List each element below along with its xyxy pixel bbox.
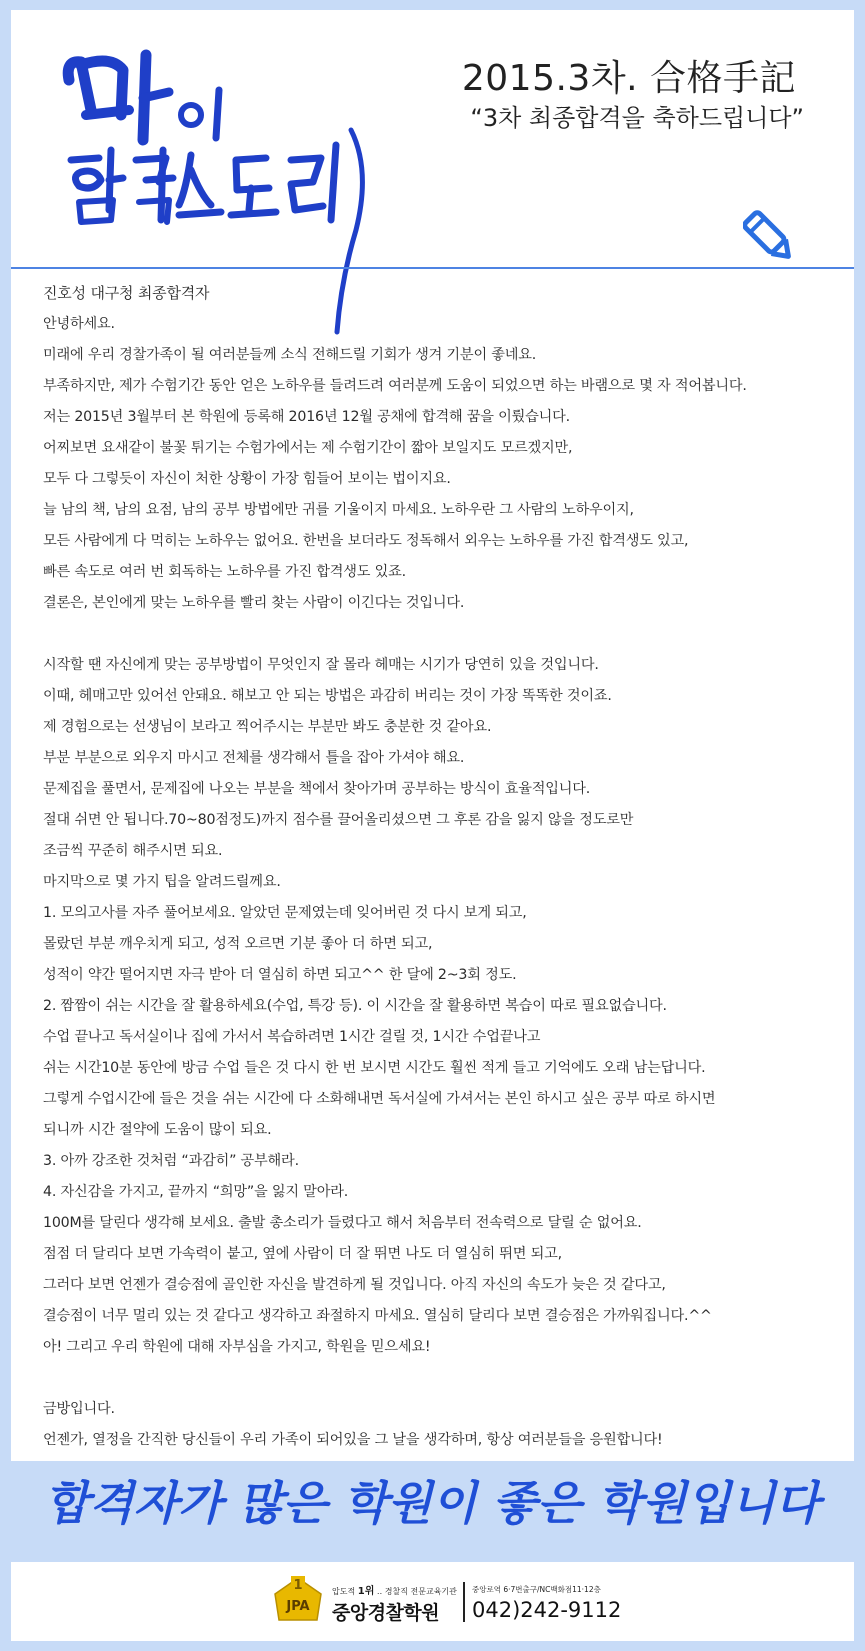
letter-line: 저는 2015년 3월부터 본 학원에 등록해 2016년 12월 공채에 합격해 꿈을 이뤘습니다. bbox=[43, 409, 570, 425]
academy-phone: 042)242-9112 bbox=[472, 1598, 622, 1622]
letter-lines bbox=[43, 309, 833, 1456]
letter-line: 늘 남의 책, 남의 요점, 남의 공부 방법에만 귀를 기울이지 마세요. 노하우란 그 사람의 노하우이지, bbox=[43, 502, 634, 518]
letter-line: 어찌보면 요새같이 불꽃 튀기는 수험가에서는 제 수험기간이 짧아 보일지도 모르겠지만, bbox=[43, 440, 573, 456]
letter-line: 성적이 약간 떨어지면 자극 받아 더 열심히 하면 되고^^ 한 달에 2~3회 정도. bbox=[43, 967, 517, 983]
academy-name: 중앙경찰학원 bbox=[332, 1602, 440, 1624]
letter-line: 이때, 헤매고만 있어선 안돼요. 해보고 안 되는 방법은 과감히 버리는 것이 가장 똑똑한 것이죠. bbox=[43, 688, 612, 704]
paragraph-gap bbox=[43, 1363, 833, 1394]
page-title: 2015.3차. 合格手記 bbox=[461, 58, 796, 99]
letter-body bbox=[43, 278, 833, 1456]
academy-address: 중앙로역 6·7번출구/NC백화점11·12층 bbox=[472, 1585, 601, 1594]
letter-line: 수업 끝나고 독서실이나 집에 가서서 복습하려면 1시간 걸릴 것, 1시간 수업끝나고 bbox=[43, 1029, 541, 1045]
letter-line: 3. 아까 강조한 것처럼 “과감히” 공부해라. bbox=[43, 1153, 299, 1169]
footer-separator bbox=[463, 1582, 465, 1622]
letter-line: 아! 그리고 우리 학원에 대해 자부심을 가지고, 학원을 믿으세요! bbox=[43, 1339, 431, 1355]
letter-line: 되니까 시간 절약에 도움이 많이 되요. bbox=[43, 1122, 272, 1138]
letter-line: 시작할 땐 자신에게 맞는 공부방법이 무엇인지 잘 몰라 헤매는 시기가 당연히 있을 것입니다. bbox=[43, 657, 599, 673]
letter-line: 미래에 우리 경찰가족이 될 여러분들께 소식 전해드릴 기회가 생겨 기분이 좋네요. bbox=[43, 347, 537, 363]
svg-text:1: 1 bbox=[293, 1578, 303, 1593]
letter-line: 몰랐던 부분 깨우치게 되고, 성적 오르면 기분 좋아 더 하면 되고, bbox=[43, 936, 433, 952]
author-line: 진호성 대구청 최종합격자 bbox=[43, 284, 210, 302]
academy-badge-icon bbox=[269, 1572, 327, 1630]
letter-line: 쉬는 시간10분 동안에 방금 수업 들은 것 다시 한 번 보시면 시간도 훨씬 적게 들고 기억에도 오래 남는답니다. bbox=[43, 1060, 706, 1076]
pencil-icon bbox=[743, 210, 797, 266]
letter-line: 빠른 속도로 여러 번 회독하는 노하우를 가진 합격생도 있죠. bbox=[43, 564, 406, 580]
paragraph-gap bbox=[43, 619, 833, 650]
letter-line: 모든 사람에게 다 먹히는 노하우는 없어요. 한번을 보더라도 정독해서 외우는 노하우를 가진 합격생도 있고, bbox=[43, 533, 689, 549]
letter-line: 안녕하세요. bbox=[43, 316, 115, 332]
letter-line: 그렇게 수업시간에 들은 것을 쉬는 시간에 다 소화해내면 독서실에 가셔서는 본인 하시고 싶은 공부 따로 하시면 bbox=[43, 1091, 716, 1107]
letter-line: 결승점이 너무 멀리 있는 것 같다고 생각하고 좌절하지 마세요. 열심히 달리다 보면 결승점은 가까워집니다.^^ bbox=[43, 1308, 712, 1324]
letter-line: 조금씩 꾸준히 해주시면 되요. bbox=[43, 843, 223, 859]
letter-line: 부분 부분으로 외우지 마시고 전체를 생각해서 틀을 잡아 가셔야 해요. bbox=[43, 750, 465, 766]
letter-line: 2. 짬짬이 쉬는 시간을 잘 활용하세요(수업, 특강 등). 이 시간을 잘 활용하면 복습이 따로 필요없습니다. bbox=[43, 998, 667, 1014]
footer bbox=[11, 1562, 854, 1641]
letter-line: 문제집을 풀면서, 문제집에 나오는 부분을 책에서 찾아가며 공부하는 방식이 효율적입니다. bbox=[43, 781, 591, 797]
letter-line: 모두 다 그렇듯이 자신이 처한 상황이 가장 힘들어 보이는 법이지요. bbox=[43, 471, 451, 487]
slogan-text bbox=[0, 1461, 865, 1562]
svg-text:합격자가 많은 학원이 좋은 학원입니다: 합격자가 많은 학원이 좋은 학원입니다 bbox=[44, 1476, 820, 1530]
letter-line: 금방입니다. bbox=[43, 1401, 115, 1417]
letter-line: 100M를 달린다 생각해 보세요. 출발 총소리가 들렸다고 해서 처음부터 전속력으로 달릴 순 없어요. bbox=[43, 1215, 642, 1231]
header-divider bbox=[11, 267, 854, 269]
letter-line: 점점 더 달리다 보면 가속력이 붙고, 옆에 사람이 더 잘 뛰면 나도 더 열심히 뛰면 되고, bbox=[43, 1246, 562, 1262]
letter-line: 부족하지만, 제가 수험기간 동안 얻은 노하우를 들려드려 여러분께 도움이 되었으면 하는 바램으로 몇 자 적어봅니다. bbox=[43, 378, 747, 394]
slogan-banner bbox=[0, 1461, 865, 1562]
letter-line: 절대 쉬면 안 됩니다.70~80점정도)까지 점수를 끌어올리셨으면 그 후론 감을 잃지 않을 정도로만 bbox=[43, 812, 634, 828]
letter-sheet bbox=[11, 10, 854, 1461]
letter-line: 그러다 보면 언젠가 결승점에 골인한 자신을 발견하게 될 것입니다. 아직 자신의 속도가 늦은 것 같다고, bbox=[43, 1277, 666, 1293]
letter-line: 4. 자신감을 가지고, 끝까지 “희망”을 잃지 말아라. bbox=[43, 1184, 349, 1200]
footer-slogan: 압도적 1위 ‥ 경찰직 전문교육기관 bbox=[332, 1586, 457, 1597]
letter-line: 마지막으로 몇 가지 팁을 알려드릴께요. bbox=[43, 874, 281, 890]
letter-line: 제 경험으로는 선생님이 보라고 찍어주시는 부분만 봐도 충분한 것 같아요. bbox=[43, 719, 492, 735]
letter-line: 언젠가, 열정을 간직한 당신들이 우리 가족이 되어있을 그 날을 생각하며, 항상 여러분들을 응원합니다! bbox=[43, 1432, 663, 1448]
svg-text:JPA: JPA bbox=[286, 1599, 310, 1614]
page-subtitle: “3차 최종합격을 축하드립니다” bbox=[470, 104, 804, 132]
page-header bbox=[11, 10, 854, 268]
letter-line: 1. 모의고사를 자주 풀어보세요. 알았던 문제였는데 잊어버린 것 다시 보게 되고, bbox=[43, 905, 527, 921]
letter-line: 결론은, 본인에게 맞는 노하우를 빨리 찾는 사람이 이긴다는 것입니다. bbox=[43, 595, 465, 611]
